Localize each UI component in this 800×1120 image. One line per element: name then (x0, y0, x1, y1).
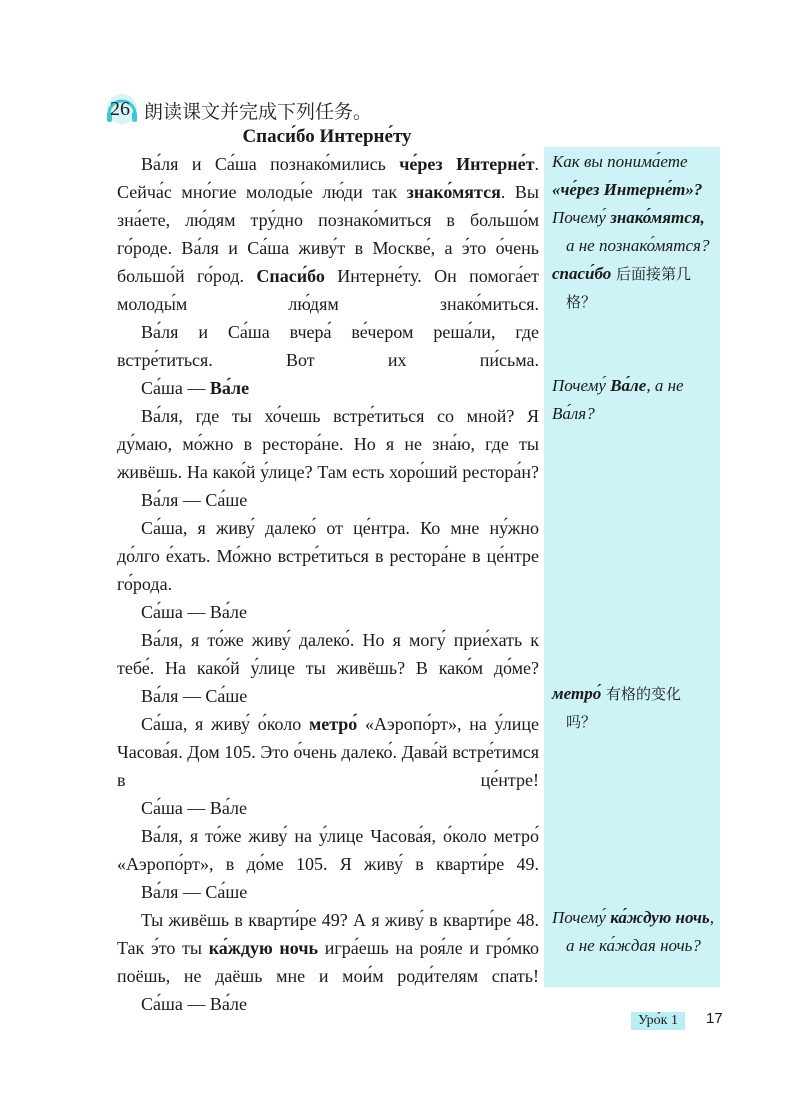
margin-note: Почему́ Ва́ле, а не Ва́ля? (552, 376, 684, 423)
letter-body: Ты живёшь в кварти́ре 49? А я живу́ в кварти́ре 48. Так э́то ты ка́ждую ночь игра́ешь на роя́ле и гро́мко поёшь, не даёшь мне и мои́м роди́телям спать! (117, 910, 539, 986)
page-number: 17 (706, 1010, 723, 1027)
main-text (117, 150, 539, 1018)
bold-phrase: метро́ (308, 714, 358, 734)
letter-body: Са́ша, я живу́ далеко́ от це́нтра. Ко мне ну́жно до́лго е́хать. Мо́жно встре́титься в рестора́не в це́нтре го́рода. (117, 518, 539, 594)
margin-note: спаси́бо 后面接第几 格？ (552, 264, 692, 311)
lesson-label: Уро́к 1 (631, 1012, 685, 1030)
task-instruction: 朗读课文并完成下列任务。 (144, 100, 373, 123)
letter-body: Ва́ля, я то́же живу́ далеко́. Но я могу́ прие́хать к тебе́. На како́й у́лице ты живёшь? В како́м до́ме? (117, 630, 539, 678)
paragraph-2: Ва́ля и Са́ша вчера́ ве́чером реша́ли, где встре́титься. Вот их пи́сьма. (117, 322, 539, 370)
bold-phrase: че́рез Интерне́т (399, 154, 535, 174)
bold-phrase: ка́ждую ночь (208, 938, 318, 958)
letter-body: Ва́ля, где ты хо́чешь встре́титься со мной? Я ду́маю, мо́жно в рестора́не. Но я не зна́ю, где ты живёшь. На како́й у́лице? Там есть хоро́ший рестора́н? (117, 406, 539, 482)
bold-phrase: знако́мятся (406, 182, 501, 202)
margin-note: метро́ 有格的变化 吗？ (552, 684, 681, 731)
task-number: 26 (110, 98, 130, 120)
letter-heading: Са́ша — Ва́ле (141, 602, 247, 622)
task-header (104, 92, 372, 128)
bold-phrase: Спаси́бо (256, 266, 325, 286)
letter-heading: Са́ша — Ва́ле (141, 798, 247, 818)
letter-body: Ва́ля, я то́же живу́ на у́лице Часова́я, о́коло метро́ «Аэропо́рт», в до́ме 105. Я живу́ в кварти́ре 49. (117, 826, 539, 874)
letter-heading: Ва́ля — Са́ше (141, 686, 248, 706)
margin-note: Как вы понима́ете «че́рез Интерне́т»? (552, 152, 703, 199)
letter-heading: Са́ша — Ва́ле (141, 378, 250, 398)
letter-body: Са́ша, я живу́ о́коло метро́ «Аэропо́рт», на у́лице Часова́я. Дом 105. Это о́чень далеко́. Дава́й встре́тимся в це́нтре! (117, 714, 539, 790)
margin-note: Почему́ ка́ждую ночь, а не ка́ждая ночь? (552, 908, 714, 955)
margin-note: Почему́ знако́мятся, а не познако́мятся? (552, 208, 710, 255)
letter-heading: Ва́ля — Са́ше (141, 882, 248, 902)
paragraph-1: Ва́ля и Са́ша познако́мились че́рез Интерне́т. Сейча́с мно́гие молоды́е лю́ди так знако́мятся. Вы зна́ете, лю́дям тру́дно познако́миться в большо́м го́роде. Ва́ля и Са́ша живу́т в Москве́, а э́то о́чень большо́й го́род. Спаси́бо Интерне́ту. Он помога́ет молоды́м лю́дям знако́миться. (117, 154, 539, 314)
letter-heading: Са́ша — Ва́ле (141, 994, 247, 1014)
letter-heading: Ва́ля — Са́ше (141, 490, 248, 510)
text-title: Спаси́бо Интерне́ту (242, 126, 412, 147)
headphones-icon (104, 92, 140, 128)
